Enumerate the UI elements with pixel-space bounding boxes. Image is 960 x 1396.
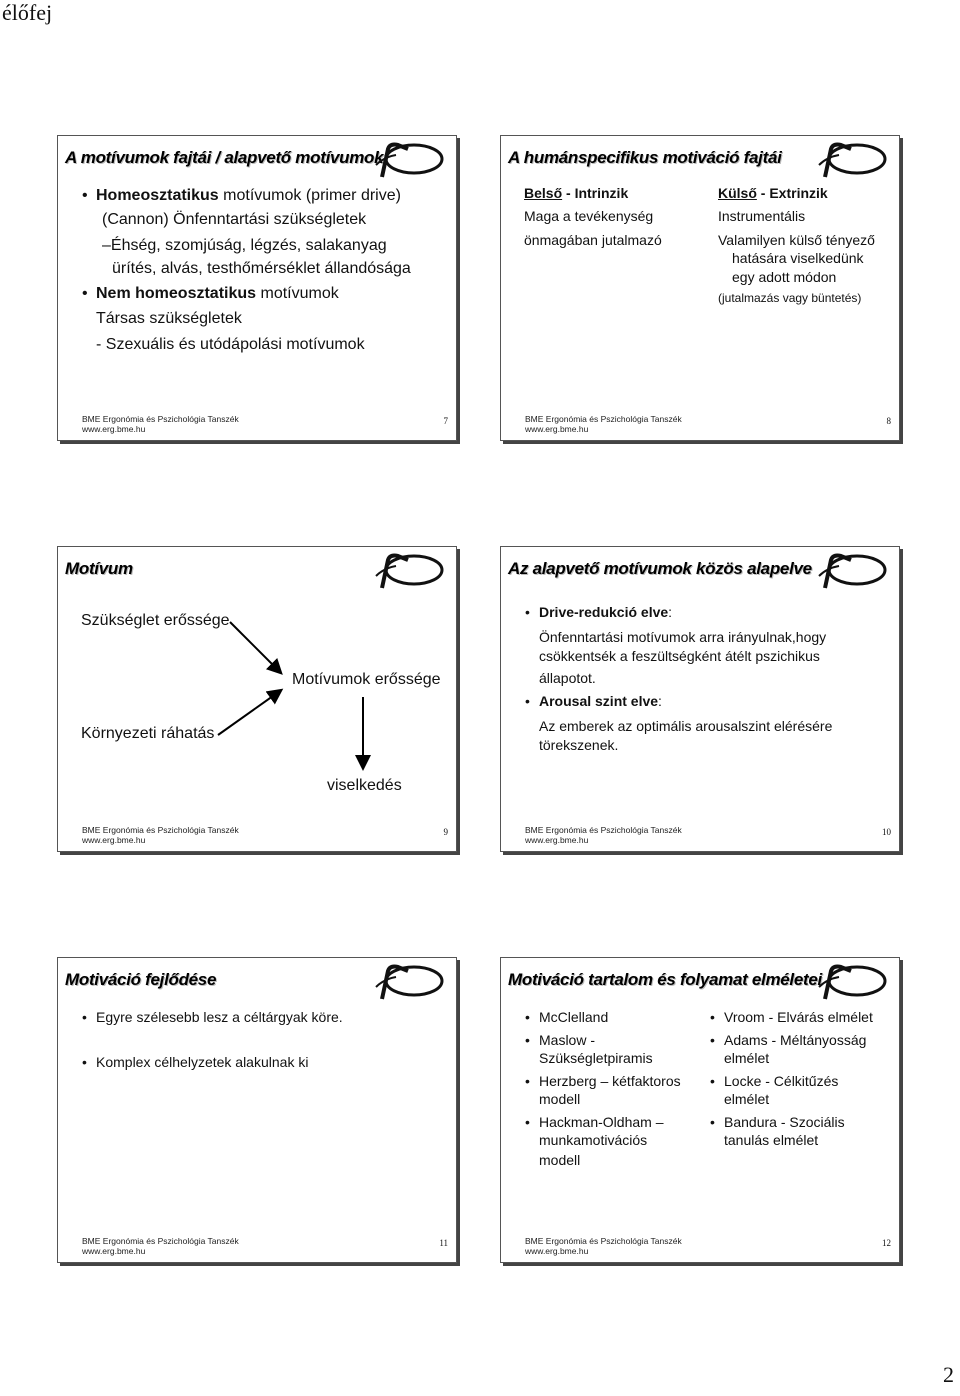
text-line: Instrumentális (718, 208, 806, 224)
slide-title: Motiváció fejlődése (65, 970, 217, 989)
bullet-item: • Vroom - Elvárás elmélet (724, 1009, 873, 1025)
logo-icon (817, 139, 887, 179)
text-line: modell (539, 1152, 581, 1168)
text-line: állapotot. (539, 670, 596, 686)
arrow-need-to-motive (230, 622, 280, 672)
text-line: önmagában jutalmazó (524, 232, 662, 248)
text-line: Társas szükségletek (96, 310, 242, 327)
arrow-env-to-motive (218, 691, 280, 735)
logo-icon (817, 550, 887, 590)
text-line: Szükségletpiramis (539, 1050, 653, 1066)
text-line: hatására viselkedünk (732, 250, 864, 266)
slide-footer: BME Ergonómia és Pszichológia Tanszék www.erg.bme.hu (525, 1236, 682, 1256)
text-line: elmélet (724, 1050, 770, 1066)
page-header: élőfej (2, 0, 53, 25)
text-line: (Cannon) Önfenntartási szükségletek (102, 211, 367, 228)
slide-9 (57, 546, 457, 852)
slide-title: A humánspecifikus motiváció fajtái (508, 148, 782, 167)
slide-number: 10 (882, 827, 891, 837)
behavior-label: viselkedés (327, 777, 402, 794)
text-line: Az emberek az optimális arousalszint elérésére (539, 718, 833, 734)
slide-footer: BME Ergonómia és Pszichológia Tanszék www.erg.bme.hu (82, 414, 239, 434)
bullet-item: • Locke - Célkitűzés (724, 1073, 838, 1089)
text-line: ürítés, alvás, testhőmérséklet állandósága (112, 260, 411, 277)
text-line: elmélet (724, 1091, 770, 1107)
page-number: 2 (943, 1362, 954, 1387)
slide-title: A motívumok fajtái / alapvető motívumok (65, 148, 384, 167)
slide-footer: BME Ergonómia és Pszichológia Tanszék www.erg.bme.hu (525, 825, 682, 845)
bullet-item: • Komplex célhelyzetek alakulnak ki (96, 1054, 308, 1070)
text-line: Önfenntartási motívumok arra irányulnak,hogy (539, 629, 827, 645)
need-strength-label: Szükséglet erőssége (81, 612, 230, 629)
text-line: modell (539, 1091, 581, 1107)
slide-footer: BME Ergonómia és Pszichológia Tanszék www.erg.bme.hu (525, 414, 682, 434)
text-line: egy adott módon (732, 269, 837, 285)
slide-12 (500, 957, 900, 1263)
bullet-item: • McClelland (539, 1009, 608, 1025)
slide-7 (57, 135, 457, 441)
logo-icon (374, 139, 444, 179)
slide-title: Motiváció tartalom és folyamat elméletei (508, 970, 822, 989)
slide-number: 7 (443, 416, 448, 426)
slide-8 (500, 135, 900, 441)
text-line: törekszenek. (539, 737, 619, 753)
slide-title: Az alapvető motívumok közös alapelve (508, 559, 812, 578)
text-line: tanulás elmélet (724, 1132, 819, 1148)
text-line: (jutalmazás vagy büntetés) (718, 291, 862, 305)
bullet-item: • Egyre szélesebb lesz a céltárgyak köre. (96, 1009, 343, 1025)
bullet-non-homeostatic: • Nem homeosztatikus motívumok (96, 285, 339, 303)
slide-title: Motívum (65, 559, 133, 578)
text-line: –Éhség, szomjúság, légzés, salakanyag (102, 237, 387, 254)
bullet-item: • Adams - Méltányosság (724, 1032, 866, 1048)
bullet-arousal: • Arousal szint elve: (539, 693, 662, 709)
slide-number: 11 (439, 1238, 448, 1248)
text-line: munkamotivációs (539, 1132, 648, 1148)
logo-icon (817, 961, 887, 1001)
column-heading-external: Külső - Extrinzik (718, 185, 828, 201)
bullet-homeostatic: • Homeosztatikus motívumok (primer drive) (96, 187, 401, 205)
slide-number: 8 (886, 416, 891, 426)
bullet-item: • Hackman-Oldham – (539, 1114, 664, 1130)
column-heading-internal: Belső - Intrinzik (524, 185, 629, 201)
slide-number: 9 (443, 827, 448, 837)
slide-10 (500, 546, 900, 852)
slide-footer: BME Ergonómia és Pszichológia Tanszék www.erg.bme.hu (82, 825, 239, 845)
bullet-item: • Herzberg – kétfaktoros (539, 1073, 681, 1089)
text-line: Valamilyen külső tényező (718, 232, 875, 248)
bullet-item: • Bandura - Szociális (724, 1114, 845, 1130)
slide-11 (57, 957, 457, 1263)
arrows-diagram (58, 547, 458, 853)
logo-icon (374, 961, 444, 1001)
slide-footer: BME Ergonómia és Pszichológia Tanszék www.erg.bme.hu (82, 1236, 239, 1256)
environment-label: Környezeti ráhatás (81, 725, 215, 742)
motive-strength-label: Motívumok erőssége (292, 671, 441, 688)
text-line: Maga a tevékenység (524, 208, 654, 224)
slide-number: 12 (882, 1238, 891, 1248)
bullet-drive-reduction: • Drive-redukció elve: (539, 604, 672, 620)
text-line: - Szexuális és utódápolási motívumok (96, 336, 365, 353)
text-line: csökkentsék a feszültségként átélt pszichikus (539, 648, 820, 664)
bullet-item: • Maslow - (539, 1032, 595, 1048)
